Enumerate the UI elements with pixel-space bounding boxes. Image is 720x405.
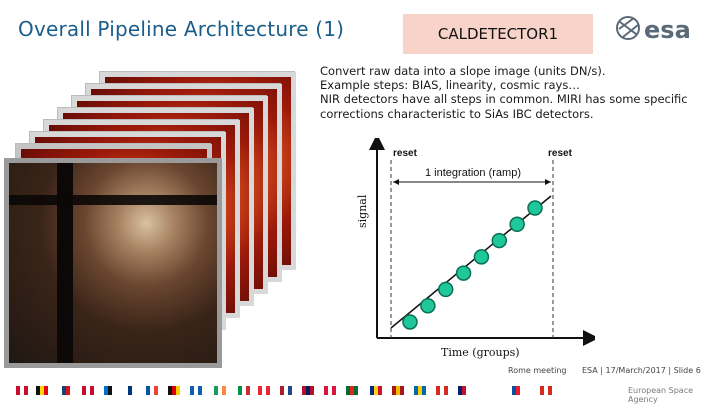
country-flag-icon — [238, 386, 250, 395]
ramp-points — [403, 201, 542, 329]
ramp-diagram-svg — [365, 138, 595, 348]
country-flag-icon — [58, 386, 70, 395]
ramp-point — [421, 299, 435, 313]
ramp-point — [457, 266, 471, 280]
ramp-point — [492, 234, 506, 248]
country-flag-icon — [280, 386, 292, 395]
ramp-point — [403, 315, 417, 329]
description-line: corrections characteristic to SiAs IBC detectors. — [320, 106, 594, 121]
reset-label-right: reset — [548, 148, 572, 159]
detector-frame-top — [4, 158, 222, 368]
footer-info: ESA | 17/March/2017 | Slide 6 — [582, 366, 701, 375]
country-flag-icon — [508, 386, 520, 395]
country-flag-icon — [414, 386, 426, 395]
country-flag-icon — [258, 386, 270, 395]
logo-text: esa — [644, 16, 691, 44]
ramp-diagram — [365, 138, 595, 348]
slide-title: Overall Pipeline Architecture (1) — [18, 17, 345, 41]
member-flags-bar — [0, 378, 720, 405]
country-flag-icon — [324, 386, 336, 395]
description-line: NIR detectors have all steps in common. MIRI has some specific — [320, 92, 688, 107]
country-flag-icon — [346, 386, 358, 395]
country-flag-icon — [458, 386, 470, 395]
reset-label-left: reset — [393, 148, 417, 159]
country-flag-icon — [540, 386, 552, 395]
country-flag-icon — [370, 386, 382, 395]
country-flag-icon — [82, 386, 94, 395]
country-flag-icon — [146, 386, 158, 395]
country-flag-icon — [104, 386, 116, 395]
country-flag-icon — [190, 386, 202, 395]
description-line: Example steps: BIAS, linearity, cosmic rays… — [320, 78, 580, 93]
ramp-point — [474, 250, 488, 264]
integration-label: 1 integration (ramp) — [425, 167, 521, 179]
ramp-point — [510, 217, 524, 231]
country-flag-icon — [214, 386, 226, 395]
integration-arrow-right-head — [545, 179, 551, 185]
country-flag-icon — [16, 386, 28, 395]
country-flag-icon — [168, 386, 180, 395]
country-flag-icon — [36, 386, 48, 395]
esa-logo — [614, 8, 710, 48]
badge-label: CALDETECTOR1 — [437, 25, 559, 43]
ramp-point — [528, 201, 542, 215]
country-flag-icon — [302, 386, 314, 395]
y-axis-label: signal — [356, 194, 369, 228]
ramp-line — [391, 196, 551, 328]
ramp-point — [439, 282, 453, 296]
caldetector-badge — [403, 14, 593, 54]
country-flag-icon — [436, 386, 448, 395]
detector-frame-stack — [0, 60, 320, 380]
footer-meeting: Rome meeting — [508, 366, 567, 375]
country-flag-icon — [392, 386, 404, 395]
x-axis-label: Time (groups) — [441, 346, 520, 359]
integration-arrow-left-head — [393, 179, 399, 185]
description-line: Convert raw data into a slope image (units DN/s). — [320, 64, 606, 78]
description — [320, 64, 712, 121]
country-flag-icon — [124, 386, 136, 395]
esa-logo-icon — [614, 8, 710, 48]
agency-name: European Space Agency — [628, 386, 694, 404]
